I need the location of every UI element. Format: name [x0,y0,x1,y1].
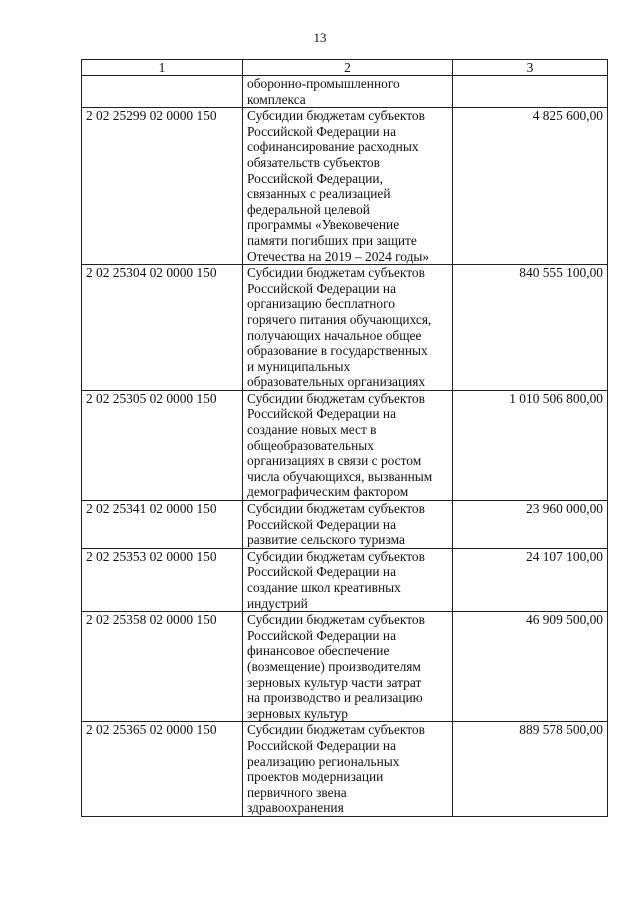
amount: 840 555 100,00 [453,265,608,391]
description-line: Субсидии бюджетам субъектов [247,548,425,564]
description-line: (возмещение) производителям [247,658,421,674]
description-line: софинансирование расходных [247,139,419,155]
description-line: образование в государственных [247,343,428,359]
table-body [82,76,608,817]
table-row [82,612,608,722]
description-line: реализацию региональных [247,753,400,769]
page-number: 13 [313,30,327,45]
budget-code: 2 02 25341 02 0000 150 [82,501,243,549]
subsidy-description [243,501,453,549]
description-line: Российской Федерации на [247,406,397,422]
column-header-2: 2 [243,60,453,76]
budget-code: 2 02 25305 02 0000 150 [82,390,243,500]
description-line: Субсидии бюджетам субъектов [247,265,425,281]
amount: 889 578 500,00 [453,722,608,817]
budget-code [82,76,243,108]
description-line: создание школ креативных [247,580,401,595]
amount [453,76,608,108]
description-line: Российской Федерации на [247,564,397,580]
budget-table [81,59,608,817]
description-line: на производство и реализацию [247,690,423,706]
table-row [82,76,608,108]
description-line: создание новых мест в [247,422,377,438]
description-line: зерновых культур части затрат [247,674,422,690]
table-header [82,60,608,76]
description-line: первичного звена [247,784,347,800]
description-line: здравоохранения [247,800,344,816]
description-line: Российской Федерации, [247,170,383,186]
budget-code: 2 02 25304 02 0000 150 [82,265,243,391]
amount: 23 960 000,00 [453,501,608,549]
amount: 1 010 506 800,00 [453,390,608,500]
table-row [82,108,608,265]
description-line: памяти погибших при защите [247,232,417,248]
description-line: связанных с реализацией [247,186,391,202]
subsidy-description [243,108,453,265]
budget-code: 2 02 25358 02 0000 150 [82,612,243,722]
description-line: развитие сельского туризма [247,532,405,548]
subsidy-description [243,612,453,722]
description-line: Субсидии бюджетам субъектов [247,390,425,406]
description-line: оборонно-промышленного [247,76,400,91]
subsidy-description [243,76,453,108]
header-row [82,60,608,76]
description-line: демографическим фактором [247,484,409,500]
description-line: федеральной целевой [247,201,370,217]
description-line: общеобразовательных [247,437,375,453]
description-line: и муниципальных [247,358,351,374]
description-line: зерновых культур [247,705,348,721]
subsidy-description [243,390,453,500]
table-row [82,501,608,549]
description-line: Субсидии бюджетам субъектов [247,722,425,738]
description-line: индустрий [247,595,308,611]
subsidy-description [243,548,453,611]
description-line: Российской Федерации на [247,123,397,139]
budget-code: 2 02 25299 02 0000 150 [82,108,243,265]
description-line: Субсидии бюджетам субъектов [247,612,425,628]
description-line: Отечества на 2019 – 2024 годы» [247,248,430,264]
description-line: проектов модернизации [247,769,384,785]
description-line: организацию бесплатного [247,296,395,312]
description-line: образовательных организациях [247,374,426,390]
description-line: числа обучающихся, вызванным [247,468,433,484]
budget-code: 2 02 25353 02 0000 150 [82,548,243,611]
description-line: программы «Увековечение [247,217,400,233]
description-line: финансовое обеспечение [247,643,390,659]
description-line: Российской Федерации на [247,737,397,753]
amount: 4 825 600,00 [453,108,608,265]
description-line: организациях в связи с ростом [247,453,422,469]
amount: 24 107 100,00 [453,548,608,611]
amount: 46 909 500,00 [453,612,608,722]
subsidy-description [243,722,453,817]
description-line: получающих начальное общее [247,327,422,343]
table-row [82,722,608,817]
description-line: обязательств субъектов [247,154,380,170]
description-line: Субсидии бюджетам субъектов [247,501,425,517]
budget-code: 2 02 25365 02 0000 150 [82,722,243,817]
description-line: Российской Федерации на [247,627,397,643]
description-line: горячего питания обучающихся, [247,311,432,327]
column-header-1: 1 [82,60,243,76]
description-line: Российской Федерации на [247,516,397,532]
table-row [82,548,608,611]
description-line: Субсидии бюджетам субъектов [247,108,425,124]
subsidy-description [243,265,453,391]
column-header-3: 3 [453,60,608,76]
table-row [82,265,608,391]
table-row [82,390,608,500]
description-line: Российской Федерации на [247,280,397,296]
description-line: комплекса [247,91,306,107]
